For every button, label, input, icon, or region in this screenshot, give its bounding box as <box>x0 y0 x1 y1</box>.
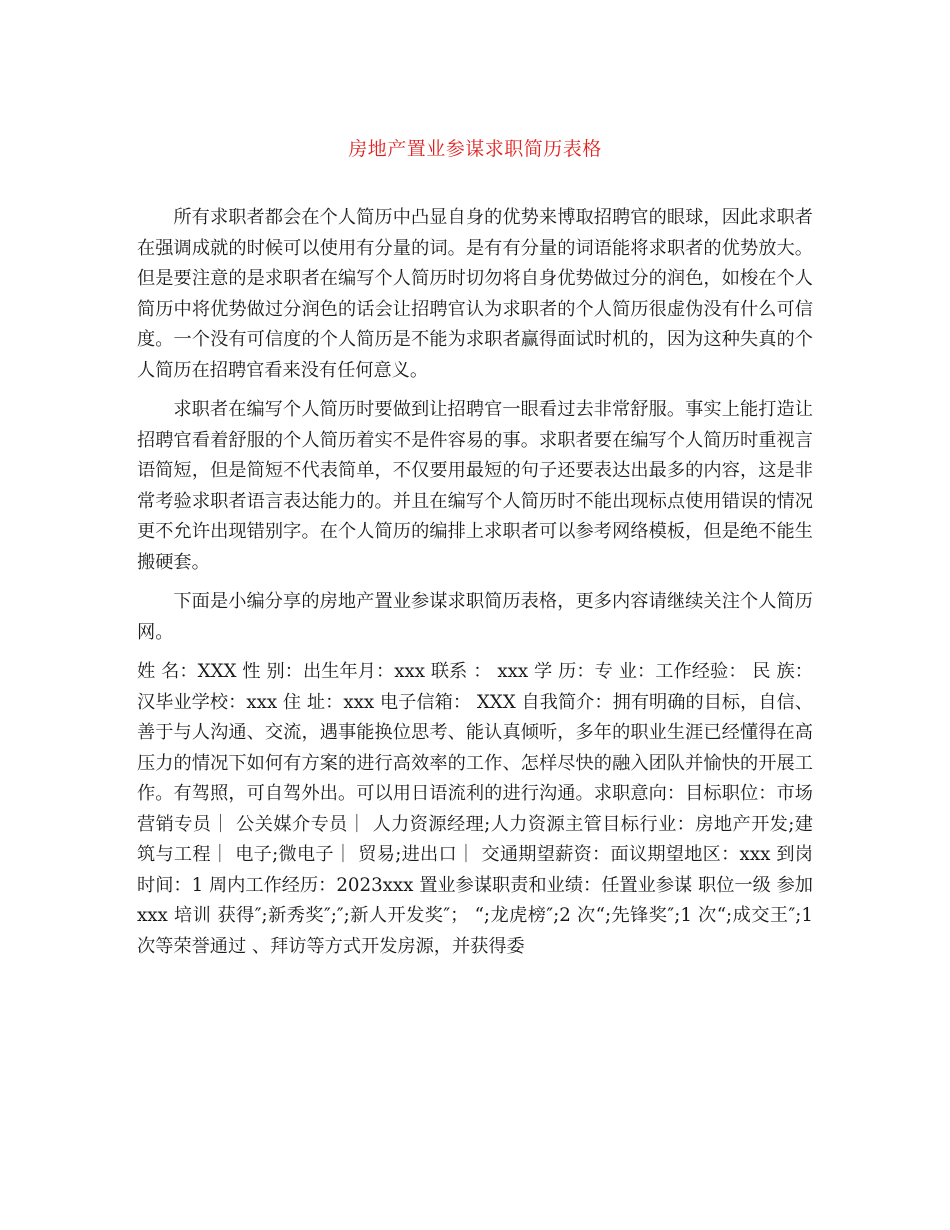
document-body <box>137 203 813 971</box>
share-paragraph: 下面是小编分享的房地产置业参谋求职简历表格，更多内容请继续关注个人简历网。 <box>137 591 813 643</box>
resume-details: 姓 名：XXX 性 别：出生年月：xxx 联系 ： xxx 学 历：专 业：工作经验： 民 族：汉毕业学校：xxx 住 址：xxx 电子信箱： XXX 自我简介：拥有明确的目标，自信、善于与人沟通、交流，遇事能换位思考、能认真倾听，多年的职业生涯已经懂得在高压力的情况下如何有方案的进行高效率的工作、怎样尽快的融入团队并愉快的开展工作。有驾照，可自驾外出。可以用日语流利的进行沟通。求职意向：目标职位：市场营销专员｜ 公关媒介专员｜ 人力资源经理;人力资源主管目标行业：房地产开发;建筑与工程｜ 电子;微电子｜ 贸易;进出口｜ 交通期望薪资：面议期望地区：xxx 到岗时间：1 周内工作经历：2023xxx 置业参谋职责和业绩：任置业参谋 职位一级 参加 xxx 培训 获得″;新秀奖″;″;新人开发奖″； “;龙虎榜″;2 次“;先锋奖″;1 次“;成交王″;1 次等荣誉通过 、拜访等方式开发房源，并获得委 <box>137 661 813 957</box>
advice-paragraph: 求职者在编写个人简历时要做到让招聘官一眼看过去非常舒服。事实上能打造让招聘官看着舒服的个人简历着实不是件容易的事。求职者要在编写个人简历时重视言语简短，但是简短不代表简单，不仅要用最短的句子还要表达出最多的内容，这是非常考验求职者语言表达能力的。并且在编写个人简历时不能出现标点使用错误的情况更不允许出现错别字。在个人简历的编排上求职者可以参考网络模板，但是绝不能生搬硬套。 <box>137 399 813 573</box>
document-title: 房地产置业参谋求职简历表格 <box>348 138 602 160</box>
intro-paragraph: 所有求职者都会在个人简历中凸显自身的优势来博取招聘官的眼球，因此求职者在强调成就的时候可以使用有分量的词。是有有分量的词语能将求职者的优势放大。但是要注意的是求职者在编写个人简历时切勿将自身优势做过分的润色，如梭在个人简历中将优势做过分润色的话会让招聘官认为求职者的个人简历很虚伪没有什么可信度。一个没有可信度的个人简历是不能为求职者赢得面试时机的，因为这种失真的个人简历在招聘官看来没有任何意义。 <box>137 207 813 381</box>
